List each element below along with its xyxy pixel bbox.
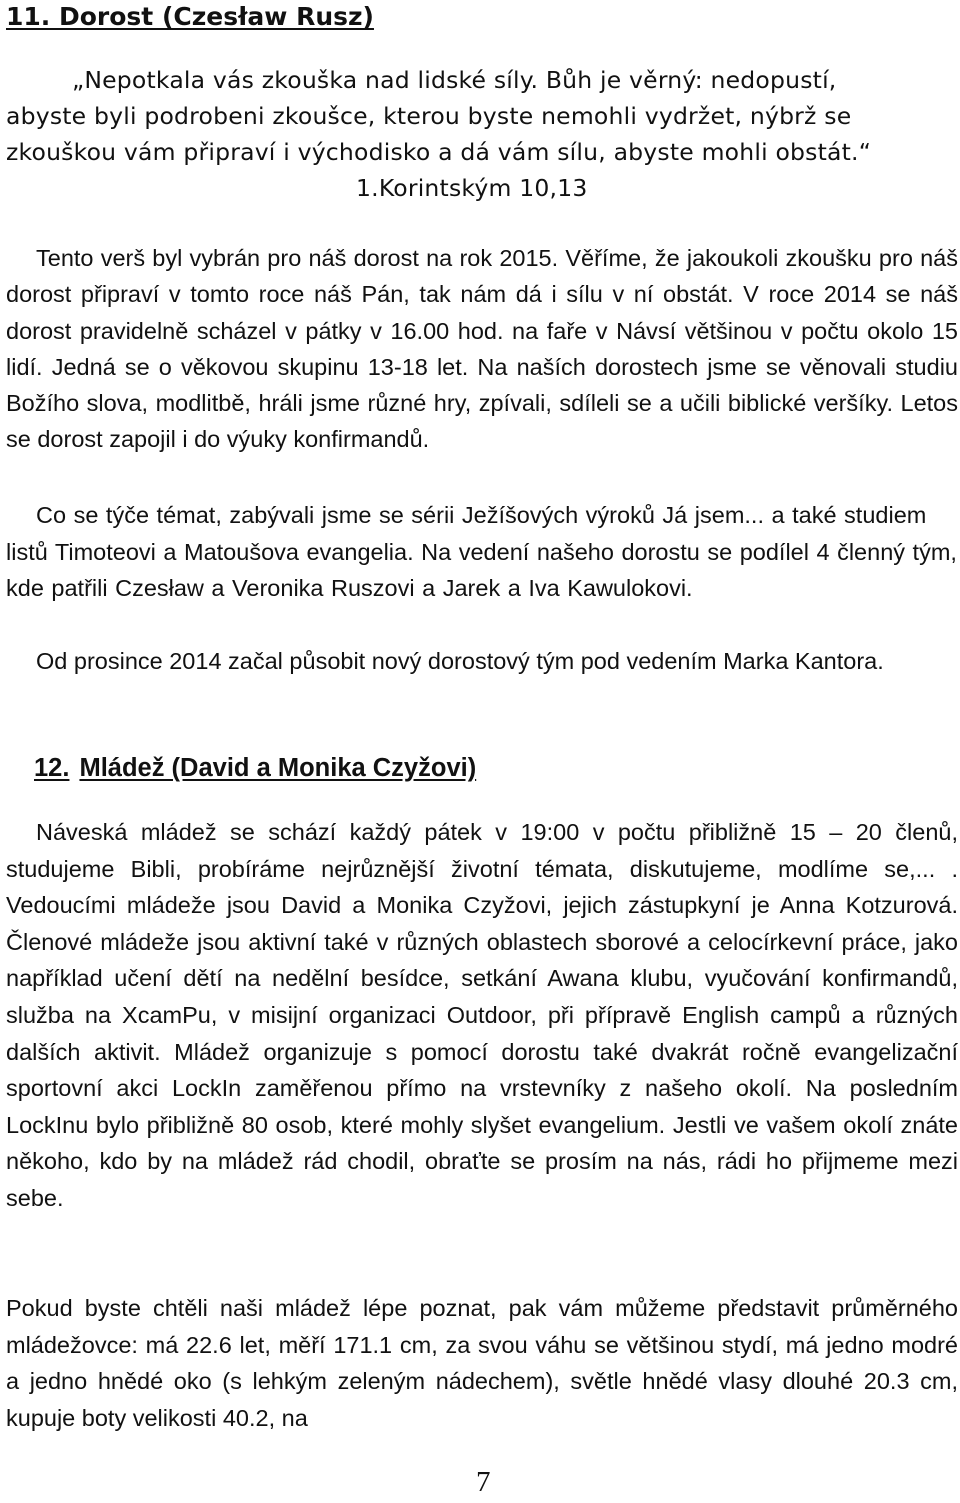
section-12-title: Mládež (David a Monika Czyžovi) (79, 754, 477, 782)
section-12-paragraph: Pokud byste chtěli naši mládež lépe poznat, pak vám můžeme představit průměrného mládežovce: má 22.6 let, měří 171.1 cm, za svou váhu se většinou stydí, má jedno modré a jedno hnědé oko (s lehkým zeleným nádechem), světle hnědé vlasy dlouhé 20.3 cm, kupuje boty velikosti 40.2, na (6, 1295, 958, 1431)
bible-verse (6, 62, 958, 206)
section-12-paragraph: Náveská mládež se schází každý pátek v 19:00 v počtu přibližně 15 – 20 členů, studujeme Bibli, probíráme nejrůznější životní témata, diskutujeme, modlíme se,... . Vedoucími mládeže jsou David a Monika Czyžovi, jejich zástupkyní je Anna Kotzurová. Členové mládeže jsou aktivní také v různých oblastech sborové a celocírkevní práce, jako například učení dětí na nedělní besídce, setkání Awana klubu, vyučování konfirmandů, služba na XcamPu, v misijní organizaci Outdoor, při přípravě English campů a různých dalších aktivit. Mládež organizuje s pomocí dorostu také dvakrát ročně evangelizační sportovní akci LockIn zaměřenou přímo na vrstevníky z našeho okolí. Na posledním LockInu bylo přibližně 80 osob, které mohly slyšet evangelium. Jestli ve vašem okolí znáte někoho, kdo by na mládež rád chodil, obraťte se prosím na nás, rádi ho přijmeme mezi sebe. (6, 819, 958, 1211)
section-11-paragraph: Tento verš byl vybrán pro náš dorost na rok 2015. Věříme, že jakoukoli zkoušku pro náš dorost připraví v tomto roce náš Pán, tak nám dá i sílu v ní obstát. V roce 2014 se náš dorost pravidelně scházel v pátky v 16.00 hod. na faře v Návsí většinou v počtu okolo 15 lidí. Jedná se o věkovou skupinu 13-18 let. Na naších dorostech jsme se věnovali studiu Božího slova, modlitbě, hráli jsme různé hry, zpívali, sdíleli se a učili biblické veršíky. Letos se dorost zapojil i do výuky konfirmandů. (6, 245, 958, 453)
section-11-paragraph: Od prosince 2014 začal působit nový dorostový tým pod vedením Marka Kantora. (36, 648, 884, 674)
section-12-heading (34, 754, 476, 783)
section-11-heading: 11. Dorost (Czesław Rusz) (6, 2, 374, 31)
verse-line: zkouškou vám připraví i východisko a dá vám sílu, abyste mohli obstát.“ (6, 138, 872, 166)
verse-line: abyste byli podrobeni zkoušce, kterou byste nemohli vydržet, nýbrž se (6, 102, 852, 130)
page-number: 7 (476, 1466, 491, 1498)
verse-reference: 1.Korintským 10,13 (356, 174, 588, 202)
section-12-number: 12. (34, 754, 70, 782)
verse-line: „Nepotkala vás zkouška nad lidské síly. Bůh je věrný: nedopustí, (72, 66, 837, 94)
section-11-paragraph: Co se týče témat, zabývali jsme se sérii Ježíšových výroků Já jsem... a také studiem listů Timoteovi a Matoušova evangelia. Na vedení našeho dorostu se podílel 4 členný tým, kde patřili Czesław a Veronika Ruszovi a Jarek a Iva Kawulokovi. (6, 502, 957, 601)
